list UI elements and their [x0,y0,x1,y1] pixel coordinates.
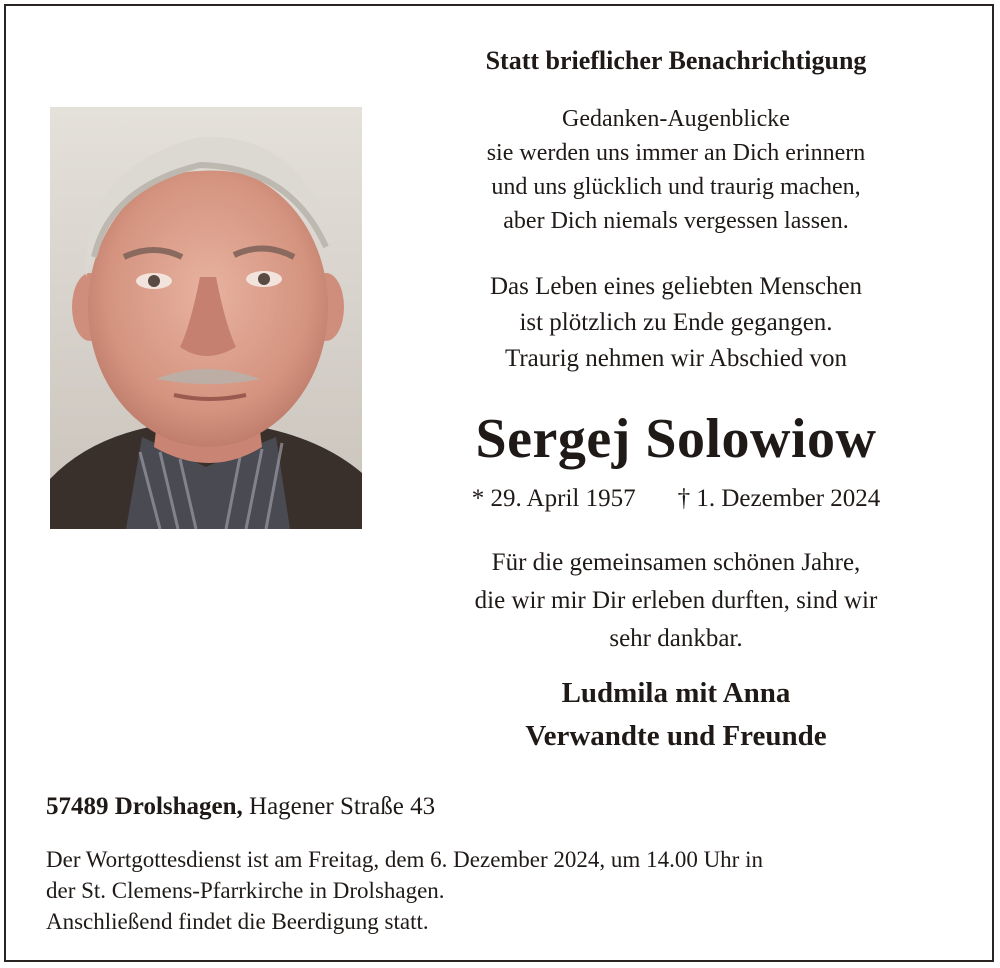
thanks-text [406,544,946,658]
life-dates [406,482,946,516]
thanks-line: sehr dankbar. [609,625,743,652]
intro-line: Traurig nehmen wir Abschied von [504,345,848,372]
mourners [406,672,946,758]
poem-line: Gedanken-Augenblicke [562,106,790,132]
portrait-photo [50,107,362,529]
poem-line: aber Dich niemals vergessen lassen. [503,208,849,234]
poem-line: und uns glücklich und traurig machen, [491,174,861,200]
obituary-notice [4,4,994,962]
service-info [46,844,763,937]
service-line: Anschließend findet die Beerdigung statt. [46,909,429,934]
intro-line: ist plötzlich zu Ende gegangen. [519,309,833,336]
service-line: Der Wortgottesdienst ist am Freitag, dem 6. Dezember 2024, um 14.00 Uhr in [46,847,763,872]
address [46,790,435,824]
poem-line: sie werden uns immer an Dich erinnern [486,140,866,166]
mourner-line: Verwandte und Freunde [525,720,827,752]
address-city: 57489 Drolshagen, [46,793,243,820]
death-date: † 1. Dezember 2024 [677,485,881,512]
mourner-line: Ludmila mit Anna [561,677,791,709]
thanks-line: die wir mir Dir erleben durften, sind wir [474,587,878,614]
intro-text [406,269,946,377]
notice-heading: Statt brieflicher Benachrichtigung [485,46,867,75]
intro-line: Das Leben eines geliebten Menschen [489,273,863,300]
service-line: der St. Clemens-Pfarrkirche in Drolshagen. [46,878,445,903]
deceased-name: Sergej Solowiow [475,408,877,470]
birth-date: * 29. April 1957 [471,485,636,512]
thanks-line: Für die gemeinsamen schönen Jahre, [491,549,861,576]
poem-stanza [406,102,946,238]
address-street: Hagener Straße 43 [249,793,436,820]
